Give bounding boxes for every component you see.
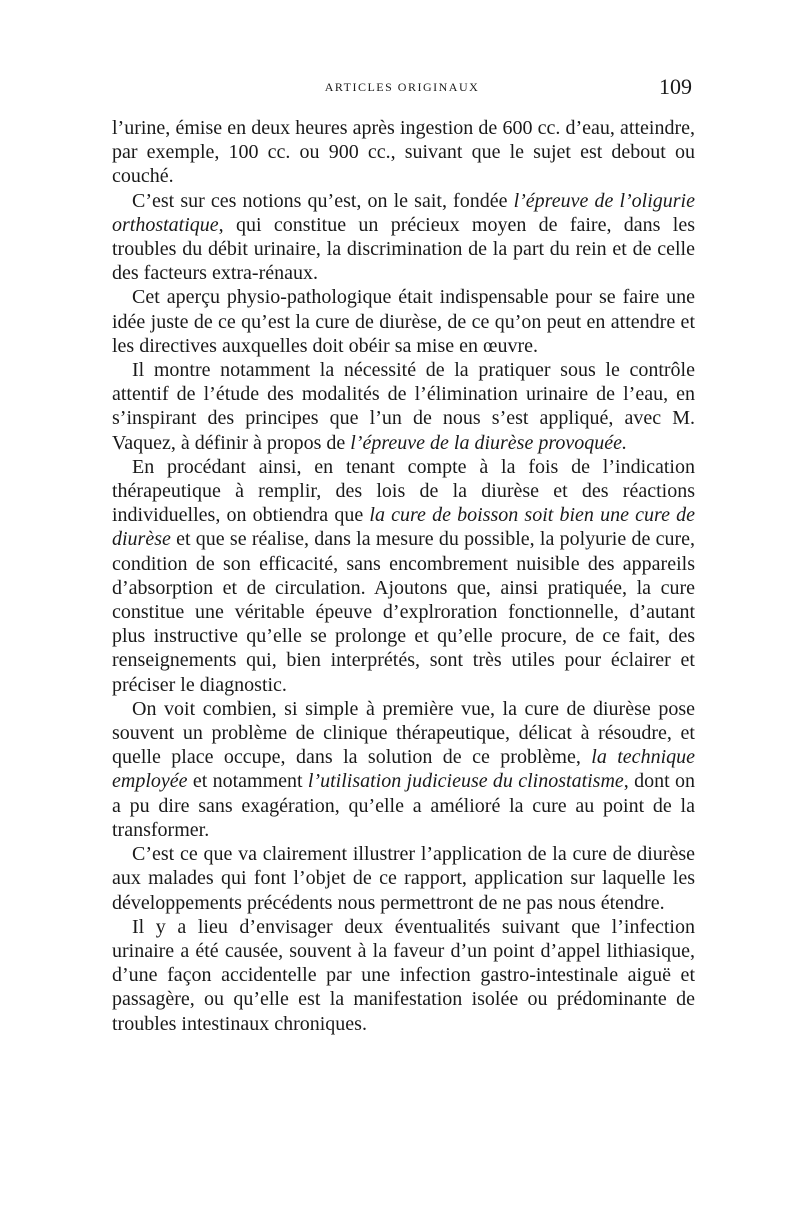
text-run: l’urine, émise en deux heures après ingestion de 600 cc. d’eau, atteindre, par exemple, 100 cc. ou 900 cc., suivant que le sujet est debout ou couché. xyxy=(112,117,695,188)
text-run: En procédant ainsi, en tenant compte à la fois de l’indication thérapeutique à remplir, des lois de la diurèse et des réactions individuelles, on obtiendra que xyxy=(112,455,695,527)
italic-text: la technique employée xyxy=(112,746,695,793)
paragraph xyxy=(112,189,695,286)
text-run: , qui constitue un précieux moyen de faire, dans les troubles du débit urinaire, la discrimination de la part du rein et de celle des facteurs extra-rénaux. xyxy=(112,213,695,285)
paragraph xyxy=(112,358,695,455)
text-run: C’est sur ces notions qu’est, on le sait, fondée xyxy=(132,189,514,212)
text-run: On voit combien, si simple à première vue, la cure de diurèse pose souvent un problème de clinique thérapeutique, délicat à résoudre, et quelle place occupe, dans la solution de ce problème, xyxy=(112,697,695,769)
text-run: C’est ce que va clairement illustrer l’application de la cure de diurèse aux malades qui font l’objet de ce rapport, application sur laquelle les développements précédents nous permettront de ne pas nous étendre. xyxy=(112,843,695,914)
text-run: Il y a lieu d’envisager deux éventualités suivant que l’infection urinaire a été causée, souvent à la faveur d’un point d’appel lithiasique, d’une façon accidentelle par une infection gastro-intestinale aiguë et passagère, ou qu’elle est la manifestation isolée ou prédominante de troubles intestinaux chroniques. xyxy=(112,915,695,1035)
paragraph xyxy=(112,842,695,915)
paragraph xyxy=(112,116,695,189)
italic-text: l’utilisation judicieuse du clinostatisme xyxy=(307,770,624,793)
italic-text: l’épreuve de l’oligurie orthostatique xyxy=(112,189,695,236)
text-run: , dont on a pu dire sans exagération, qu’elle a amélioré la cure au point de la transformer. xyxy=(112,770,695,841)
body-text xyxy=(112,116,695,1036)
page-header xyxy=(112,74,692,104)
paragraph xyxy=(112,455,695,697)
paragraph xyxy=(112,915,695,1036)
italic-text: l’épreuve de la diurèse provoquée. xyxy=(350,431,627,454)
page-number: 109 xyxy=(659,74,692,99)
text-run: Cet aperçu physio-pathologique était indispensable pour se faire une idée juste de ce qu’est la cure de diurèse, de ce qu’on peut en attendre et les directives auxquelles doit obéir sa mise en œuvre. xyxy=(112,286,695,357)
italic-text: la cure de boisson soit bien une cure de diurèse xyxy=(112,504,695,551)
paragraph xyxy=(112,697,695,842)
text-run: et que se réalise, dans la mesure du possible, la polyurie de cure, condition de son efficacité, sans encombrement nuisible des appareils d’absorption et de circulation. Ajoutons que, ainsi pratiquée, la cure constitue une véritable épeuve d’explroration fonctionnelle, d’autant plus instructive qu’elle se prolonge et qu’elle procure, de ce fait, des renseignements qui, bien interprétés, sont très utiles pour éclairer et préciser le diagnostic. xyxy=(112,528,695,696)
paragraph xyxy=(112,285,695,358)
text-run: et notamment xyxy=(187,770,308,793)
running-title: ARTICLES ORIGINAUX xyxy=(324,80,480,94)
text-run: Il montre notamment la nécessité de la pratiquer sous le contrôle attentif de l’étude des modalités de l’élimination urinaire de l’eau, en s’inspirant des principes que l’un de nous s’est appliqué, avec M. Vaquez, à définir à propos de xyxy=(112,359,695,454)
